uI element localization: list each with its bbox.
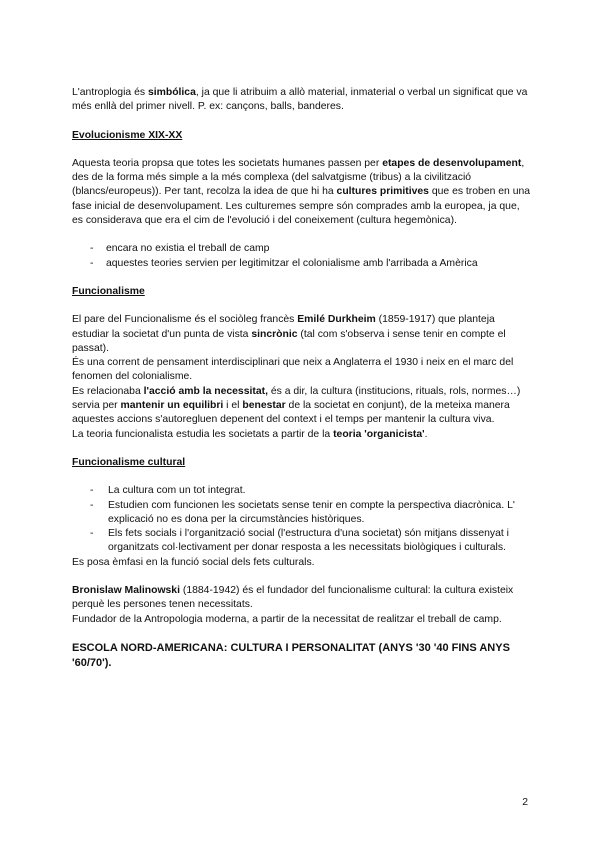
text: (1859-1917) que planteja estudiar la societat d'un punta de vista xyxy=(72,314,495,340)
text: és a dir, la cultura (institucions, rituals, rols, normes…) servia per xyxy=(72,385,521,412)
list-item: - Els fets socials i l'organització social (l'estructura d'una societat) són mitjans dissenyat i organitzats col·lectivament per donar resposta a les necessitats biològiques i culturals. xyxy=(72,527,532,556)
evolucionisme-heading: Evolucionisme XIX-XX xyxy=(72,129,183,141)
intro-paragraph xyxy=(72,86,532,115)
text: Es relacionaba xyxy=(72,385,144,397)
funcionalisme-paragraph-1 xyxy=(72,313,532,356)
funcionalisme-heading: Funcionalisme xyxy=(72,285,145,297)
fundador-paragraph: Fundador de la Antropologia moderna, a partir de la necessitat de realitzar el treball de camp. xyxy=(72,613,502,625)
bold-text: simbólica xyxy=(147,87,196,98)
text: (tal com s'observa i sense tenir en compte el passat). xyxy=(72,328,506,354)
text: , ja que li atribuim a allò material, inmaterial o verbal un significat que va més enllà del primer nivell. P. ex: cançons, balls, banderes. xyxy=(72,87,528,113)
funcionalisme-cultural-paragraph-1: Es posa èmfasi en la funció social dels fets culturals. xyxy=(72,556,315,568)
list-item: - encara no existia el treball de camp xyxy=(72,242,532,256)
malinowski-paragraph xyxy=(72,584,532,613)
bold-text: Bronislaw Malinowski xyxy=(72,585,180,597)
text: que es troben en una fase inicial de desenvolupament. Les culturemes sempre són comprades amb la europea, ja que, es considerava que era el cim de l'evolució i del coneixement (cultura hegemònica). xyxy=(72,186,531,227)
bold-text: sincrònic xyxy=(251,328,298,340)
escola-heading: ESCOLA NORD-AMERICANA: CULTURA I PERSONALITAT (ANYS '30 '40 FINS ANYS '60/70'). xyxy=(72,641,510,669)
text: , des de la forma més simple a la més complexa (del salvatgisme (tribus) a la civilització (blancs/europeus)). Per tant, recolza la idea de que hi ha xyxy=(72,157,525,198)
text: de la societat en conjunt), de la meteixa manera aquestes accions s'autoregluen depenent del context i el temps per mantenir la cultura viva. xyxy=(72,400,510,426)
text: i el xyxy=(223,400,243,412)
bold-text: mantenir un equilibri xyxy=(120,400,224,412)
funcionalisme-cultural-heading: Funcionalisme cultural xyxy=(72,456,186,468)
text: . xyxy=(424,428,428,440)
bold-text: benestar xyxy=(242,400,286,412)
document-page xyxy=(72,86,532,671)
text: L'antroplogia és xyxy=(72,87,148,98)
bold-text: teoria 'organicista' xyxy=(333,428,425,440)
list-item: - La cultura com un tot integrat. xyxy=(72,484,532,498)
text: El pare del Funcionalisme és el sociòleg francès xyxy=(72,314,298,326)
funcionalisme-paragraph-2: És una corrent de pensament interdisciplinari que neix a Anglaterra el 1930 i neix en el marc del fenomen del colonialisme. xyxy=(72,357,514,383)
bold-text: l'acció amb la necessitat, xyxy=(143,385,268,397)
text: Aquesta teoria propsa que totes les societats humanes passen per xyxy=(72,157,383,169)
text: (1884-1942) és el fundador del funcionalisme cultural: la cultura existeix perquè les persones tenen necessitats. xyxy=(72,585,514,611)
evolucionisme-list xyxy=(72,242,532,271)
bold-text: etapes de desenvolupament xyxy=(382,157,522,169)
funcionalisme-paragraph-3 xyxy=(72,385,532,428)
evolucionisme-paragraph xyxy=(72,157,532,228)
bold-text: Emilé Durkheim xyxy=(297,314,376,326)
list-item: - aquestes teories servien per legitimitzar el colonialisme amb l'arribada a Amèrica xyxy=(72,257,532,271)
funcionalisme-paragraph-4 xyxy=(72,428,532,442)
list-item: - Estudien com funcionen les societats sense tenir en compte la perspectiva diacrònica. L' explicació no es dona per la circumstàncies històriques. xyxy=(72,499,532,528)
page-number: 2 xyxy=(522,797,528,808)
bold-text: cultures primitives xyxy=(336,186,429,198)
text: La teoria funcionalista estudia les societats a partir de la xyxy=(72,428,334,440)
funcionalisme-cultural-list xyxy=(72,484,532,555)
